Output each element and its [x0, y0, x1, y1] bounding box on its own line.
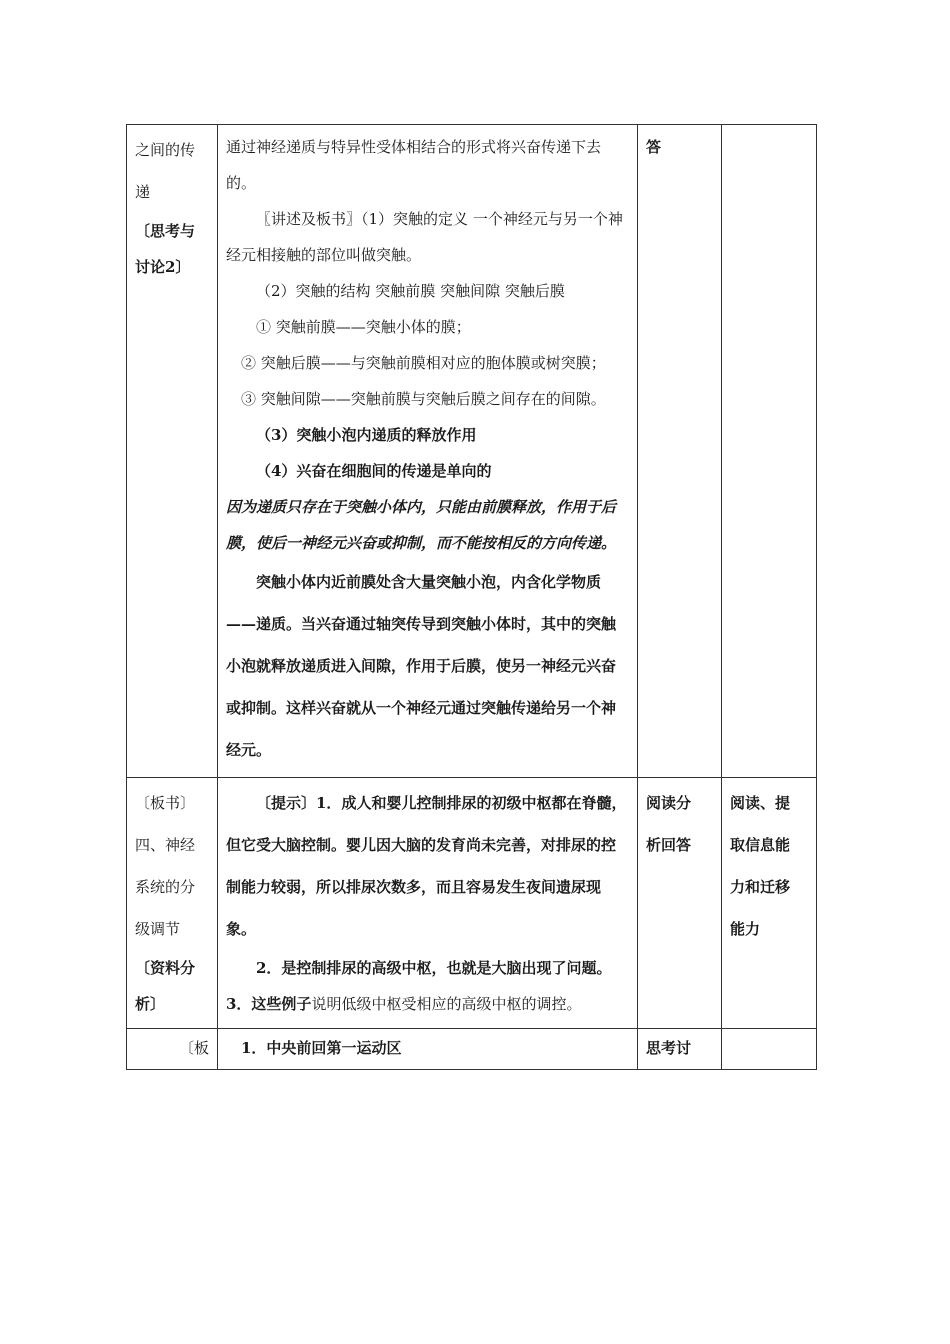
table-row [127, 778, 817, 1029]
synapse-definition: 〖讲述及板书〗（1）突触的定义 一个神经元与另一个神经元相接触的部位叫做突触。 [226, 210, 623, 264]
row2-activity-line: 析回答 [646, 836, 692, 854]
row2-section-bold-line: 〔资料分 [135, 959, 196, 977]
structure-item: ① 突触前膜——突触小体的膜； [256, 318, 471, 336]
row2-content-cell [218, 778, 638, 1029]
row2-section-line: 四、神经 [135, 836, 196, 854]
row2-goal-line: 能力 [730, 920, 761, 938]
row1-section-bold-line: 讨论2〕 [135, 258, 191, 276]
point-3-label: 3．这些例子 [226, 995, 312, 1013]
row2-goal-line: 阅读、提 [730, 794, 791, 812]
one-way-reason: 因为递质只存在于突触小体内，只能由前膜释放，作用于后膜，使后一神经元兴奋或抑制，而不能按相反的方向传递。 [226, 498, 617, 552]
row1-section-cell [127, 125, 218, 778]
row2-section-line: 级调节 [135, 920, 181, 938]
row2-goal-line: 力和迁移 [730, 878, 791, 896]
structure-item: ② 突触后膜——与突触前膜相对应的胞体膜或树突膜； [241, 354, 606, 372]
table-row [127, 1029, 817, 1070]
lesson-plan-table [126, 124, 817, 1070]
row2-goal-line: 取信息能 [730, 836, 791, 854]
structure-item: ③ 突触间隙——突触前膜与突触后膜之间存在的间隙。 [241, 390, 606, 408]
row3-section-cell [127, 1029, 218, 1070]
one-way-heading: （4）兴奋在细胞间的传递是单向的 [256, 462, 492, 480]
hint-text: 〔提示〕1．成人和婴儿控制排尿的初级中枢都在脊髓，但它受大脑控制。婴儿因大脑的发育尚未完善，对排尿的控制能力较弱，所以排尿次数多，而且容易发生夜间遗尿现象。 [226, 794, 627, 938]
row1-goal-cell [722, 125, 817, 778]
row3-content-cell [218, 1029, 638, 1070]
row3-section-text: 〔板 [178, 1039, 209, 1057]
point-2: 2．是控制排尿的高级中枢，也就是大脑出现了问题。 [256, 959, 612, 977]
row1-section-line: 之间的传 [135, 141, 196, 159]
row3-activity-text: 思考讨 [646, 1039, 692, 1057]
row1-activity-text: 答 [646, 138, 662, 156]
table-row [127, 125, 817, 778]
synapse-structure: （2）突触的结构 突触前膜 突触间隙 突触后膜 [256, 282, 565, 300]
row1-section-bold-line: 〔思考与 [135, 222, 196, 240]
transmitter-release-heading: （3）突触小泡内递质的释放作用 [256, 426, 477, 444]
row3-activity-cell [638, 1029, 722, 1070]
point-3-text: 说明低级中枢受相应的高级中枢的调控。 [311, 995, 582, 1013]
intro-text: 通过神经递质与特异性受体相结合的形式将兴奋传递下去的。 [226, 138, 602, 192]
row2-section-bold-line: 析〕 [135, 995, 166, 1013]
row1-section-line: 递 [135, 183, 151, 201]
synapse-detail: 突触小体内近前膜处含大量突触小泡，内含化学物质——递质。当兴奋通过轴突传导到突触小体时，其中的突触小泡就释放递质进入间隙，作用于后膜，使另一神经元兴奋或抑制。这样兴奋就从一个神经元通过突触传递给另一个神经元。 [226, 573, 617, 759]
row2-activity-cell [638, 778, 722, 1029]
row3-content-text: 1．中央前回第一运动区 [241, 1039, 402, 1057]
row2-section-line: 〔板书〕 [135, 794, 196, 812]
row2-section-line: 系统的分 [135, 878, 196, 896]
row2-goal-cell [722, 778, 817, 1029]
point-3 [226, 986, 629, 1022]
row2-activity-line: 阅读分 [646, 794, 692, 812]
row1-activity-cell [638, 125, 722, 778]
row3-goal-cell [722, 1029, 817, 1070]
row2-section-cell [127, 778, 218, 1029]
row1-content-cell [218, 125, 638, 778]
